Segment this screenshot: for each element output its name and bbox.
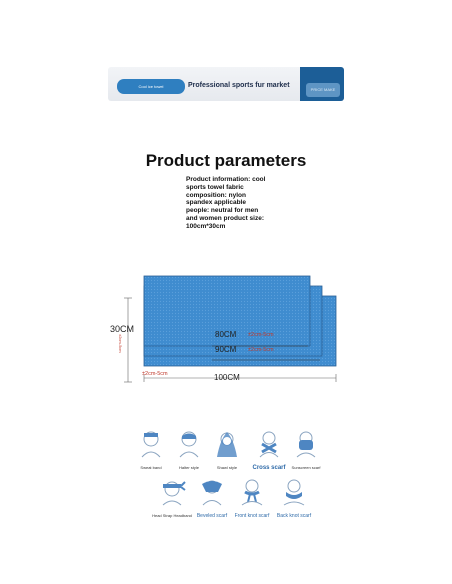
- towel-size-diagram: [108, 270, 344, 390]
- info-line: and women product size:: [186, 214, 265, 222]
- sunscreen-icon: [293, 430, 319, 458]
- style-caption: Beveled scarf: [196, 513, 228, 519]
- height-label: 30CM: [110, 324, 135, 334]
- style-sweat-band: [132, 430, 170, 470]
- style-back-knot-scarf: [272, 478, 316, 519]
- style-front-knot-scarf: [232, 478, 272, 519]
- style-cross-scarf: [248, 430, 290, 471]
- cross-scarf-icon: [256, 430, 282, 458]
- bottom-tolerance-label: ±2cm-5cm: [142, 371, 168, 377]
- shawl-icon: [214, 430, 240, 458]
- outer-length-label: 90CM: [215, 345, 237, 354]
- info-line: 100cm*30cm: [186, 222, 226, 230]
- style-shawl: [210, 430, 244, 470]
- beveled-scarf-icon: [198, 478, 226, 506]
- style-caption: Shawl style: [216, 465, 238, 470]
- section-title: Product parameters: [145, 151, 307, 170]
- banner-title: Professional sports fur market: [188, 82, 290, 89]
- front-knot-icon: [238, 478, 266, 506]
- outer-tolerance-label: ±2cm-5cm: [248, 347, 274, 353]
- halter-icon: [176, 430, 202, 458]
- info-line: Product information: cool: [186, 176, 266, 183]
- inner-tolerance-label: ±2cm-5cm: [248, 332, 274, 338]
- banner-pill[interactable]: Cool ice towel: [117, 79, 185, 94]
- style-halter: [172, 430, 206, 470]
- info-line: composition: nylon: [186, 191, 246, 199]
- style-sunscreen-scarf: [290, 430, 322, 470]
- style-caption: Halter style: [178, 465, 199, 470]
- back-knot-icon: [280, 478, 308, 506]
- style-caption: Back knot scarf: [276, 513, 312, 519]
- product-info: [186, 176, 296, 231]
- style-caption: Sweat band: [140, 465, 162, 470]
- info-line: sports towel fabric: [186, 183, 244, 191]
- top-banner: [108, 67, 344, 101]
- side-tolerance-label: ±2cm-5cm: [118, 334, 123, 353]
- info-line: people: neutral for men: [186, 207, 259, 215]
- banner-tag: PRICE MAKE: [306, 83, 340, 97]
- info-line: spandex applicable: [186, 199, 246, 207]
- inner-length-label: 80CM: [215, 330, 237, 339]
- style-caption: Sunscreen scarf: [291, 465, 321, 470]
- style-caption: Head Strap Headband: [152, 513, 192, 518]
- style-beveled-scarf: [192, 478, 232, 519]
- head-strap-icon: [158, 478, 186, 506]
- style-caption: Cross scarf: [252, 465, 286, 471]
- style-head-strap: [152, 478, 192, 518]
- total-length-label: 100CM: [214, 373, 240, 382]
- sweatband-icon: [138, 430, 164, 458]
- banner-right-panel: [300, 67, 344, 101]
- style-caption: Front knot scarf: [234, 513, 270, 519]
